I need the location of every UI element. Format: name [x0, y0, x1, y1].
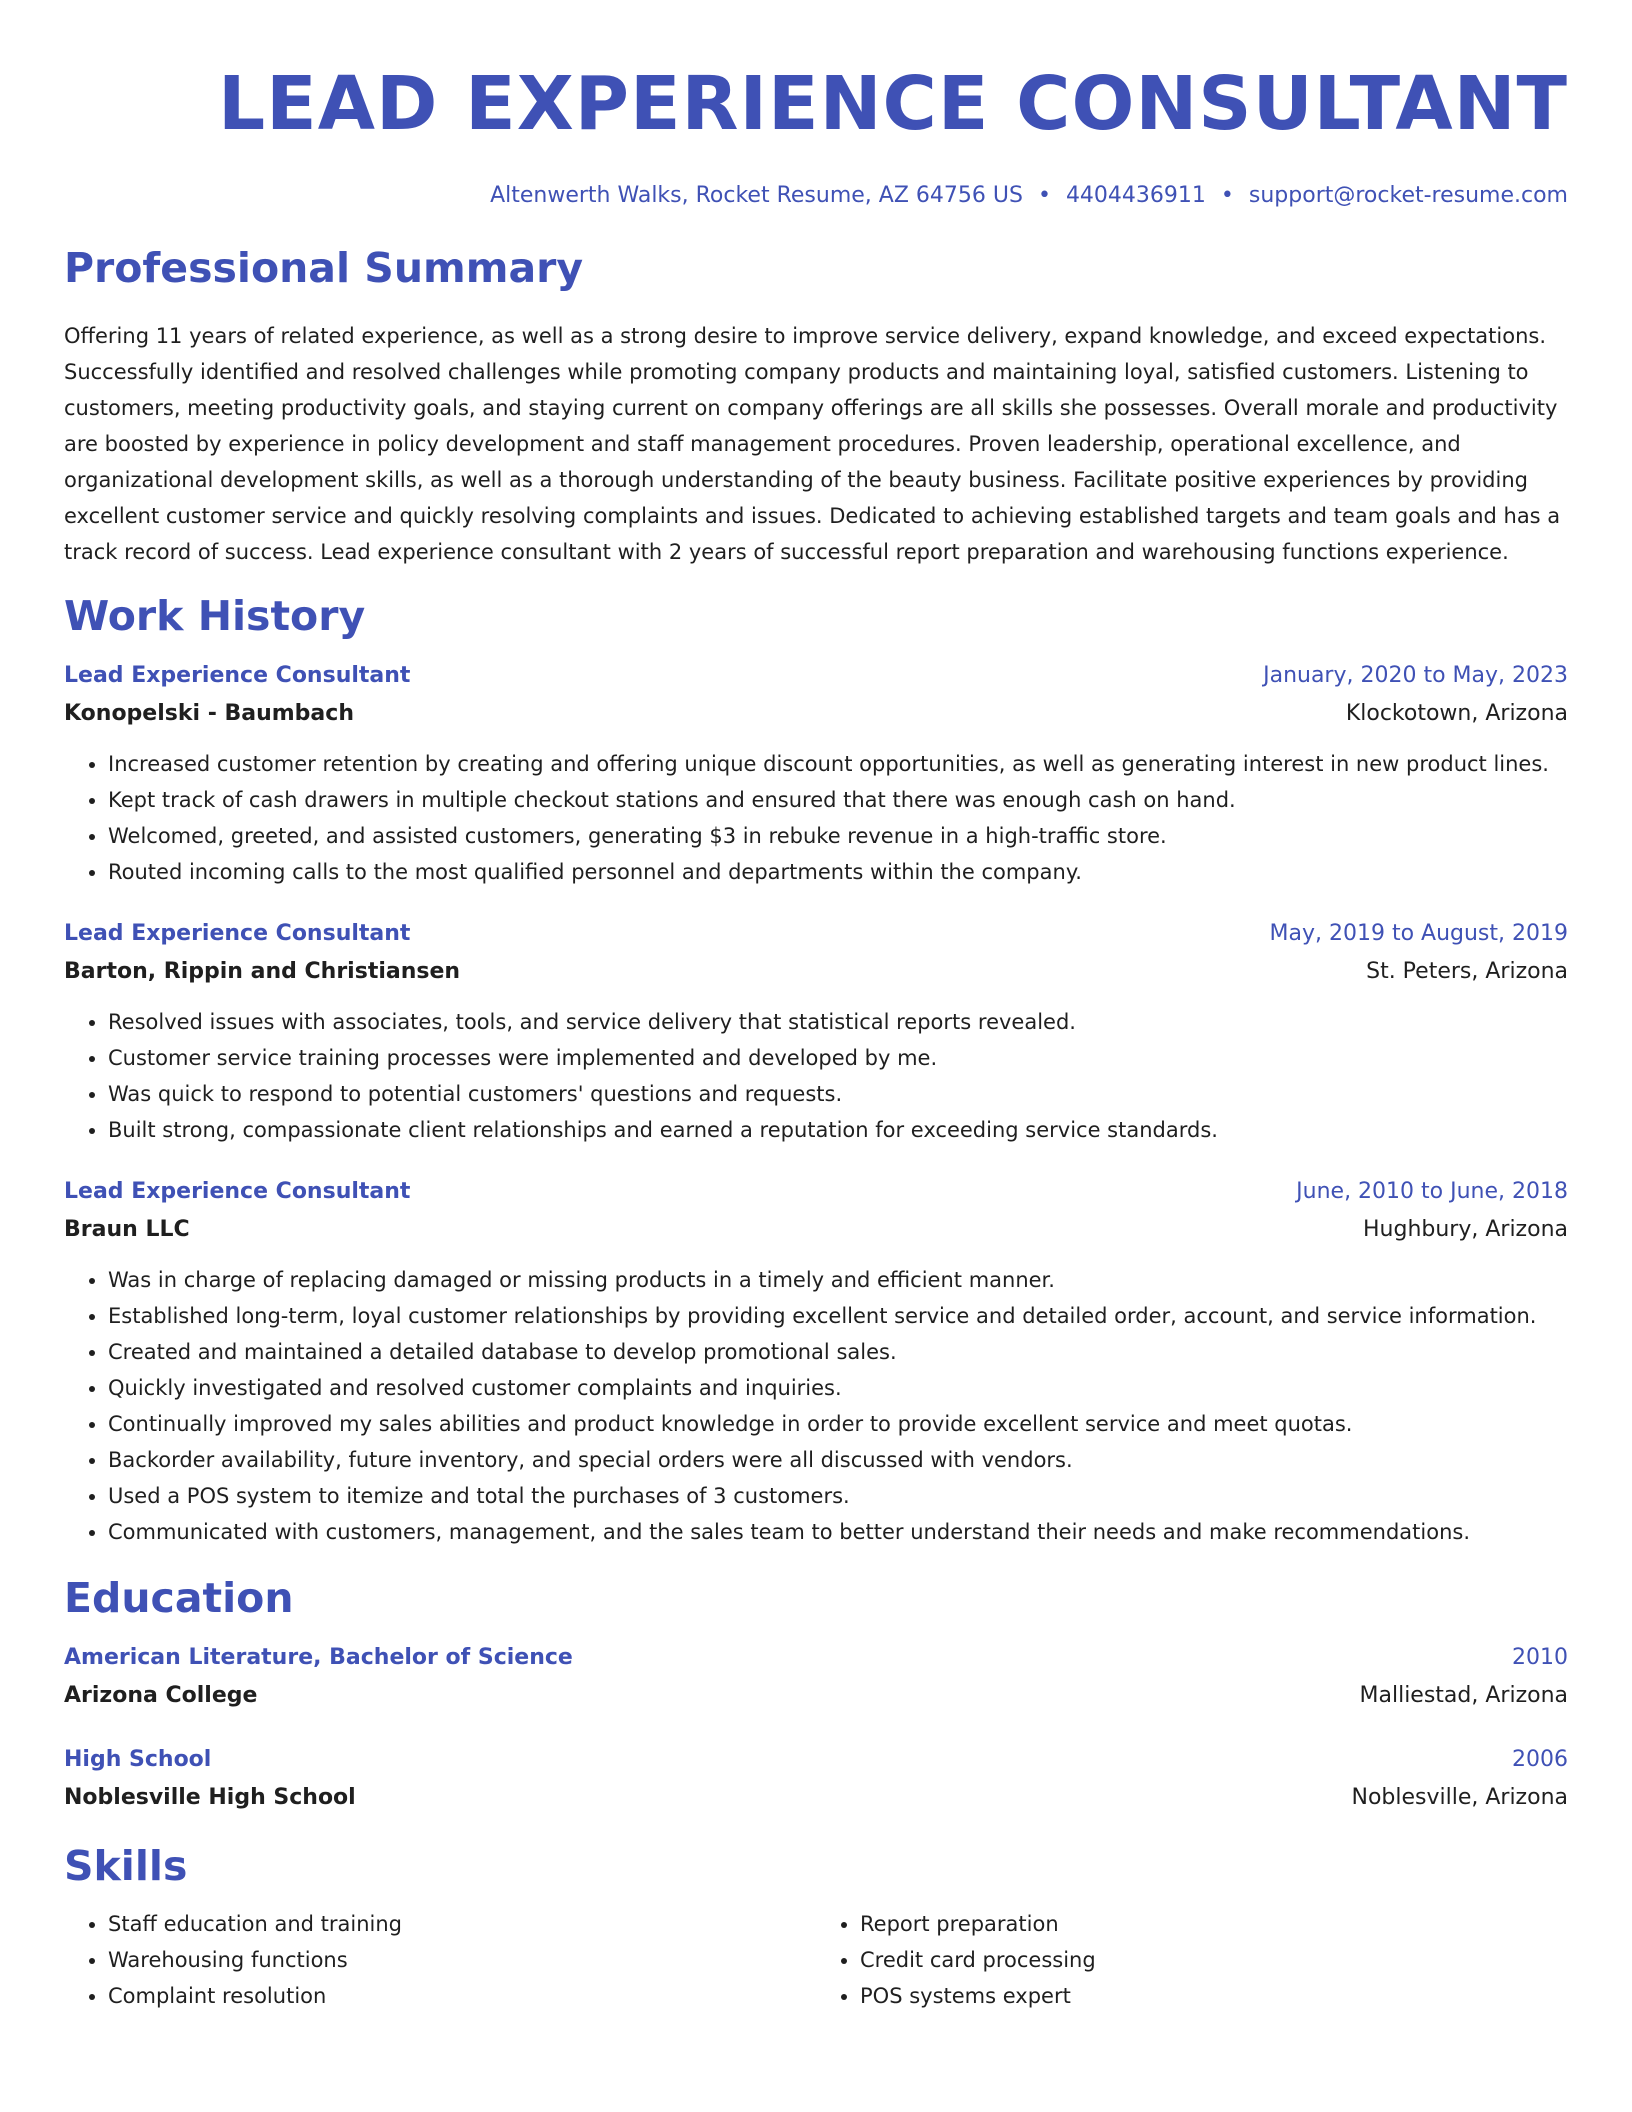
- skill-item: • Report preparation: [860, 1906, 1568, 1942]
- job-bullet: • Increased customer retention by creating and offering unique discount opportunities, as well as generating interest in new product lines.: [108, 746, 1568, 782]
- job-bullet: • Was in charge of replacing damaged or missing products in a timely and efficient manner.: [108, 1262, 1568, 1298]
- skill-item: • Staff education and training: [108, 1906, 816, 1942]
- education-school: Noblesville High School: [64, 1785, 356, 1810]
- job-bullet: • Established long-term, loyal customer relationships by providing excellent service and detailed order, account, and service information.: [108, 1298, 1568, 1334]
- skill-item: • Complaint resolution: [108, 1978, 816, 2014]
- job-bullets: [64, 746, 1568, 890]
- job-bullet: • Used a POS system to itemize and total the purchases of 3 customers.: [108, 1478, 1568, 1514]
- job-bullet: • Quickly investigated and resolved customer complaints and inquiries.: [108, 1370, 1568, 1406]
- contact-separator: •: [1037, 183, 1051, 208]
- job-company: Braun LLC: [64, 1217, 190, 1242]
- education-location: Malliestad, Arizona: [1359, 1683, 1568, 1708]
- education-year: 2006: [1512, 1747, 1568, 1772]
- job-title: Lead Experience Consultant: [64, 921, 411, 946]
- education-location: Noblesville, Arizona: [1351, 1785, 1568, 1810]
- job-company: Konopelski - Baumbach: [64, 701, 354, 726]
- skills-right-list: [816, 1906, 1568, 2014]
- skill-item: • POS systems expert: [860, 1978, 1568, 2014]
- job-dates: January, 2020 to May, 2023: [1263, 663, 1568, 688]
- education-degree: High School: [64, 1747, 212, 1772]
- education-year: 2010: [1512, 1645, 1568, 1670]
- job-bullets: [64, 1004, 1568, 1148]
- job-title: Lead Experience Consultant: [64, 663, 411, 688]
- job-title: Lead Experience Consultant: [64, 1179, 411, 1204]
- job-bullet: • Created and maintained a detailed database to develop promotional sales.: [108, 1334, 1568, 1370]
- education-degree: American Literature, Bachelor of Science: [64, 1645, 573, 1670]
- job-bullet: • Welcomed, greeted, and assisted customers, generating $3 in rebuke revenue in a high-traffic store.: [108, 818, 1568, 854]
- skills-section: [64, 1838, 1568, 2014]
- job-bullet: • Communicated with customers, management, and the sales team to better understand their needs and make recommendations.: [108, 1514, 1568, 1550]
- job-entry: [64, 658, 1568, 890]
- job-location: Hughbury, Arizona: [1363, 1217, 1568, 1242]
- work-history-section: [64, 588, 1568, 1550]
- contact-line: [64, 180, 1568, 212]
- education-section: [64, 1570, 1568, 1818]
- contact-phone: 4404436911: [1065, 183, 1206, 208]
- skills-left-list: [64, 1906, 816, 2014]
- summary-section: [64, 240, 1568, 570]
- job-bullet: • Customer service training processes were implemented and developed by me.: [108, 1040, 1568, 1076]
- job-bullet: • Backorder availability, future inventory, and special orders were all discussed with vendors.: [108, 1442, 1568, 1478]
- job-bullet: • Built strong, compassionate client relationships and earned a reputation for exceeding service standards.: [108, 1112, 1568, 1148]
- skill-item: • Credit card processing: [860, 1942, 1568, 1978]
- skills-heading: Skills: [64, 1842, 188, 1890]
- job-dates: May, 2019 to August, 2019: [1269, 921, 1568, 946]
- contact-separator: •: [1220, 183, 1234, 208]
- job-entry: [64, 1174, 1568, 1550]
- job-dates: June, 2010 to June, 2018: [1296, 1179, 1568, 1204]
- job-company: Barton, Rippin and Christiansen: [64, 959, 461, 984]
- contact-email: support@rocket-resume.com: [1248, 183, 1568, 208]
- education-entry: [64, 1742, 1568, 1818]
- work-history-heading: Work History: [64, 592, 366, 640]
- summary-text: Offering 11 years of related experience, as well as a strong desire to improve service delivery, expand knowledge, and exceed expectations. Successfully identified and resolved challenges while promoting company products and maintaining loyal, satisfied customers. Listening to customers, meeting productivity goals, and staying current on company offerings are all skills she possesses. Overall morale and productivity are boosted by experience in policy development and staff management procedures. Proven leadership, operational excellence, and organizational development skills, as well as a thorough understanding of the beauty business. Facilitate positive experiences by providing excellent customer service and quickly resolving complaints and issues. Dedicated to achieving established targets and team goals and has a track record of success. Lead experience consultant with 2 years of successful report preparation and warehousing functions experience.: [64, 324, 1561, 564]
- job-entry: [64, 916, 1568, 1148]
- job-bullets: [64, 1262, 1568, 1550]
- education-heading: Education: [64, 1574, 294, 1622]
- summary-heading: Professional Summary: [64, 244, 584, 292]
- skills-columns: [64, 1894, 1568, 2014]
- job-location: St. Peters, Arizona: [1366, 959, 1568, 984]
- job-location: Klockotown, Arizona: [1345, 701, 1568, 726]
- education-entry: [64, 1640, 1568, 1716]
- job-bullet: • Resolved issues with associates, tools, and service delivery that statistical reports revealed.: [108, 1004, 1568, 1040]
- job-bullet: • Was quick to respond to potential customers' questions and requests.: [108, 1076, 1568, 1112]
- job-bullet: • Continually improved my sales abilities and product knowledge in order to provide excellent service and meet quotas.: [108, 1406, 1568, 1442]
- resume-title: LEAD EXPERIENCE CONSULTANT: [217, 61, 1568, 147]
- job-bullet: • Kept track of cash drawers in multiple checkout stations and ensured that there was enough cash on hand.: [108, 782, 1568, 818]
- contact-address: Altenwerth Walks, Rocket Resume, AZ 64756 US: [490, 183, 1023, 208]
- skill-item: • Warehousing functions: [108, 1942, 816, 1978]
- job-bullet: • Routed incoming calls to the most qualified personnel and departments within the company.: [108, 854, 1568, 890]
- education-school: Arizona College: [64, 1683, 258, 1708]
